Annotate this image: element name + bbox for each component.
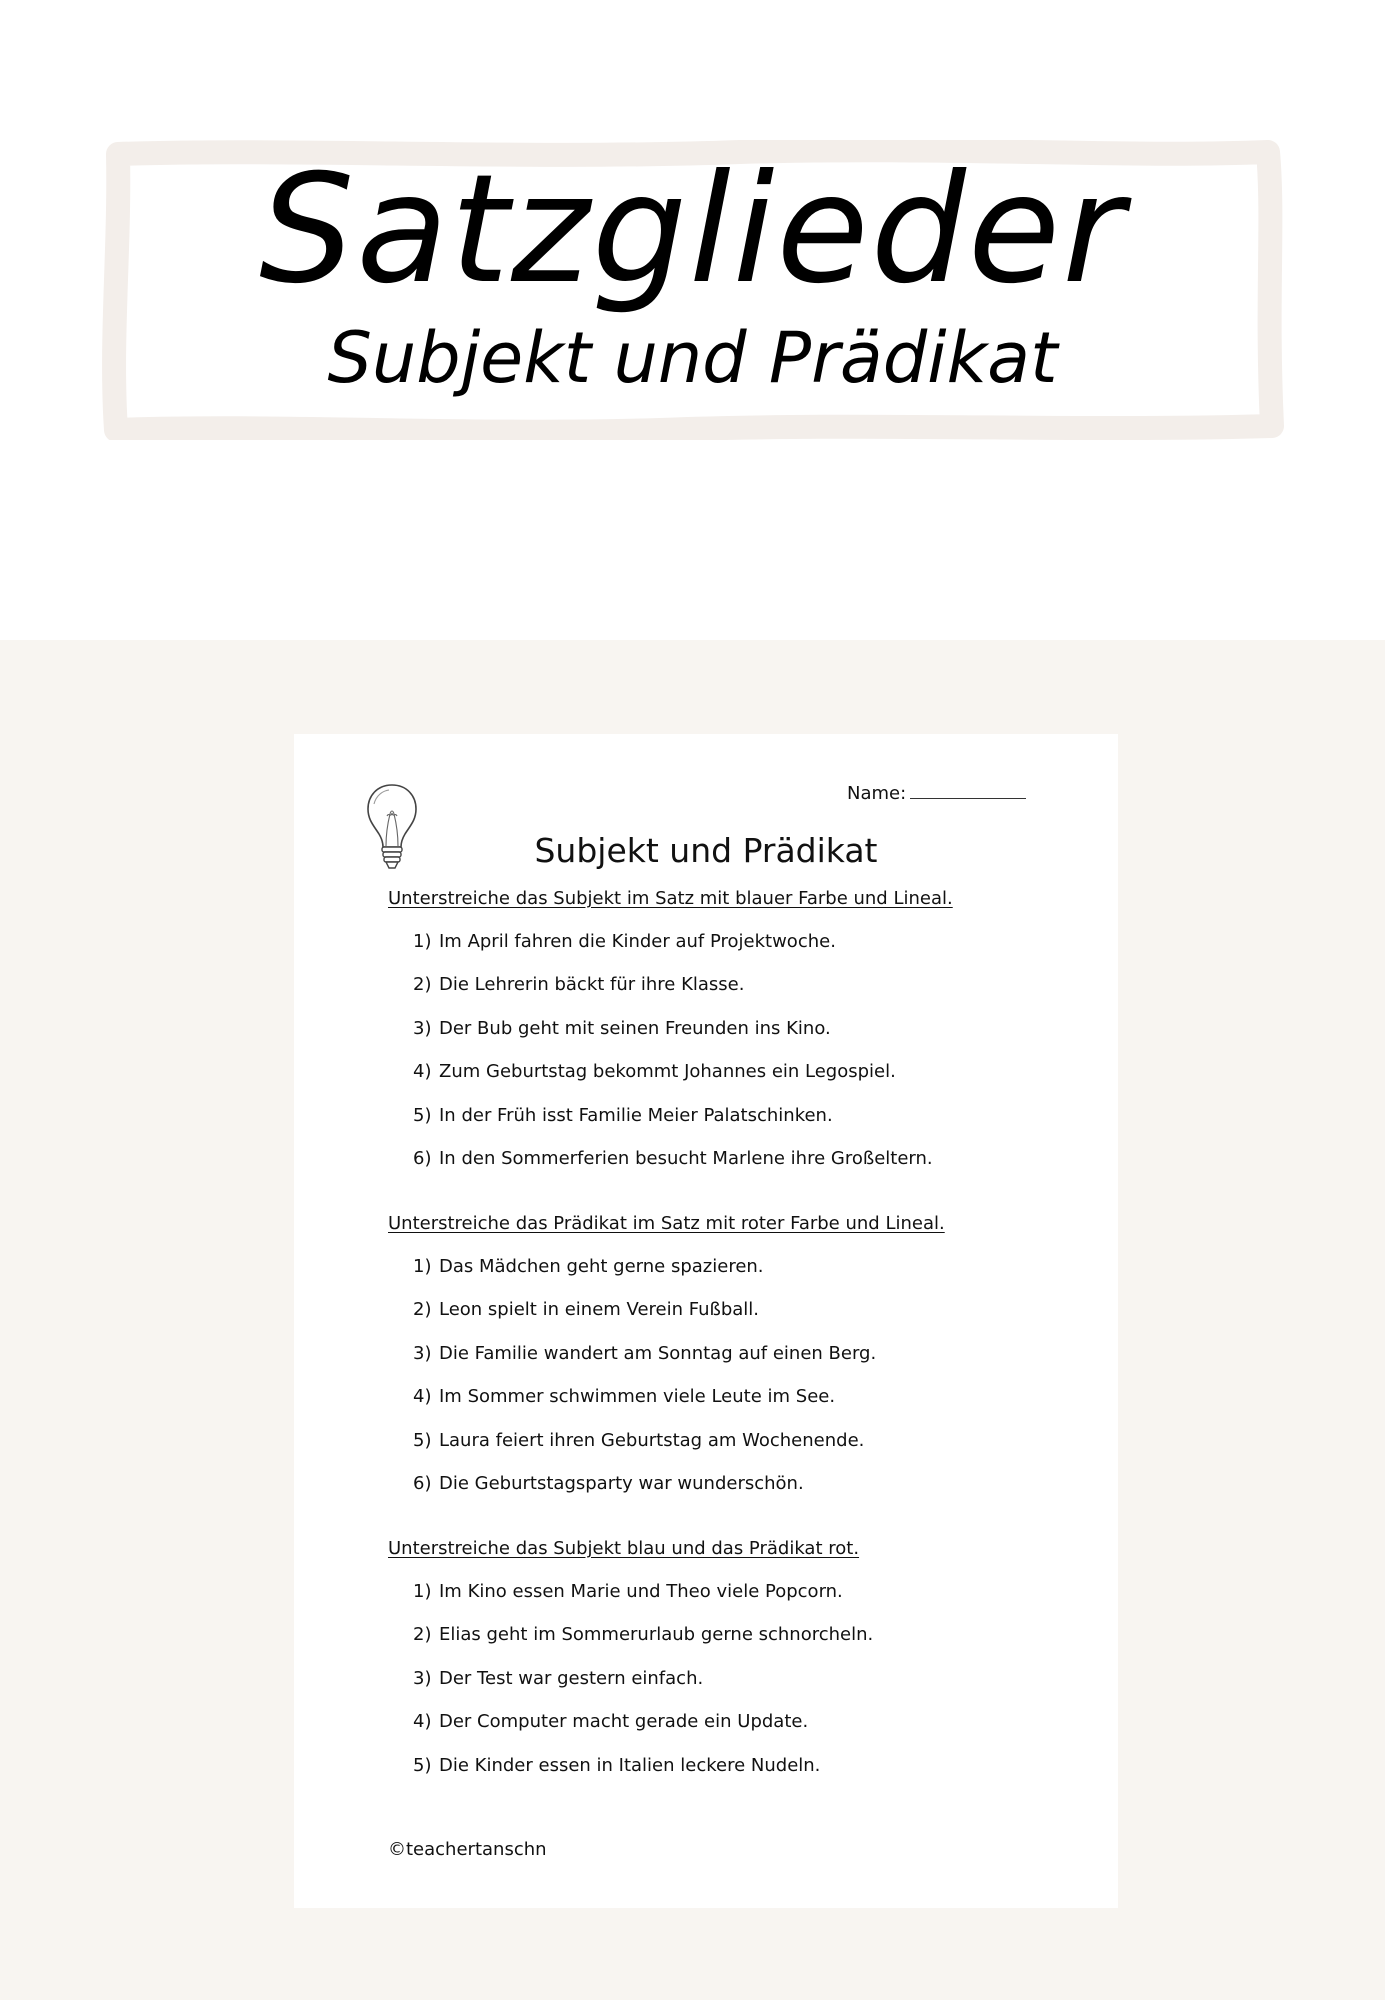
sentence-text: Die Geburtstagsparty war wunderschön.: [439, 1472, 804, 1494]
item-number: 1): [413, 1581, 432, 1602]
list-item: [388, 1104, 1068, 1147]
cover-header: [0, 0, 1385, 640]
list-item: [388, 1298, 1068, 1341]
item-number: 2): [413, 1624, 432, 1646]
name-blank-line: [910, 780, 1026, 799]
sentence-text: Im Sommer schwimmen viele Leute im See.: [439, 1386, 836, 1408]
copyright-footer: ©teachertanschn: [388, 1839, 547, 1860]
sentence-text: Im April fahren die Kinder auf Projektwoche.: [439, 931, 836, 952]
sentence-text: Die Lehrerin bäckt für ihre Klasse.: [439, 974, 745, 996]
list-item: [388, 1255, 1068, 1298]
item-number: 5): [413, 1104, 432, 1126]
list-item: [388, 1754, 1068, 1797]
sentence-list: [388, 1255, 1068, 1515]
list-item: [388, 1342, 1068, 1385]
list-item: [388, 1580, 1068, 1623]
item-number: 1): [413, 1256, 432, 1277]
item-number: 3): [413, 1342, 432, 1364]
sentence-list: [388, 1580, 1068, 1797]
item-number: 4): [413, 1061, 432, 1083]
task-heading: Unterstreiche das Subjekt blau und das Prädikat rot.: [388, 1538, 860, 1559]
list-item: [388, 1147, 1068, 1190]
list-item: [388, 1429, 1068, 1472]
list-item: [388, 930, 1068, 973]
sentence-text: Das Mädchen geht gerne spazieren.: [439, 1256, 764, 1277]
item-number: 2): [413, 1299, 432, 1321]
task-heading: Unterstreiche das Prädikat im Satz mit roter Farbe und Lineal.: [388, 1213, 945, 1234]
item-number: 6): [413, 1147, 432, 1169]
main-title: Satzglieder: [259, 143, 1126, 317]
item-number: 5): [413, 1429, 432, 1451]
sentence-text: Der Test war gestern einfach.: [439, 1667, 704, 1689]
task-section-2: [388, 1212, 1068, 1515]
sentence-text: Leon spielt in einem Verein Fußball.: [439, 1299, 760, 1321]
item-number: 5): [413, 1754, 432, 1776]
list-item: [388, 1472, 1068, 1515]
main-subtitle: Subjekt und Prädikat: [327, 317, 1058, 399]
worksheet-page: [294, 734, 1118, 1908]
list-item: [388, 1017, 1068, 1060]
task-heading: Unterstreiche das Subjekt im Satz mit blauer Farbe und Lineal.: [388, 888, 953, 909]
item-number: 4): [413, 1386, 432, 1408]
list-item: [388, 1710, 1068, 1753]
item-number: 4): [413, 1711, 432, 1733]
item-number: 3): [413, 1667, 432, 1689]
sentence-list: [388, 930, 1068, 1190]
worksheet-title: Subjekt und Prädikat: [534, 831, 878, 870]
task-section-1: [388, 887, 1068, 1190]
sentence-text: Zum Geburtstag bekommt Johannes ein Legospiel.: [439, 1061, 896, 1083]
sentence-text: Der Bub geht mit seinen Freunden ins Kino.: [439, 1017, 831, 1039]
list-item: [388, 1667, 1068, 1710]
list-item: [388, 1385, 1068, 1428]
name-field: [847, 780, 1026, 806]
sentence-text: Die Kinder essen in Italien leckere Nudeln.: [439, 1754, 821, 1776]
sentence-text: Der Computer macht gerade ein Update.: [439, 1711, 809, 1733]
sentence-text: In den Sommerferien besucht Marlene ihre Großeltern.: [439, 1147, 933, 1169]
sentence-text: Im Kino essen Marie und Theo viele Popcorn.: [439, 1581, 843, 1602]
task-section-3: [388, 1537, 1068, 1797]
name-label: Name:: [847, 783, 907, 804]
item-number: 3): [413, 1017, 432, 1039]
sentence-text: Laura feiert ihren Geburtstag am Wochenende.: [439, 1429, 865, 1451]
item-number: 6): [413, 1472, 432, 1494]
item-number: 2): [413, 974, 432, 996]
list-item: [388, 1060, 1068, 1103]
item-number: 1): [413, 931, 432, 952]
sentence-text: In der Früh isst Familie Meier Palatschinken.: [439, 1104, 833, 1126]
sentence-text: Elias geht im Sommerurlaub gerne schnorcheln.: [439, 1624, 874, 1646]
list-item: [388, 973, 1068, 1016]
list-item: [388, 1623, 1068, 1666]
sentence-text: Die Familie wandert am Sonntag auf einen Berg.: [439, 1342, 877, 1364]
